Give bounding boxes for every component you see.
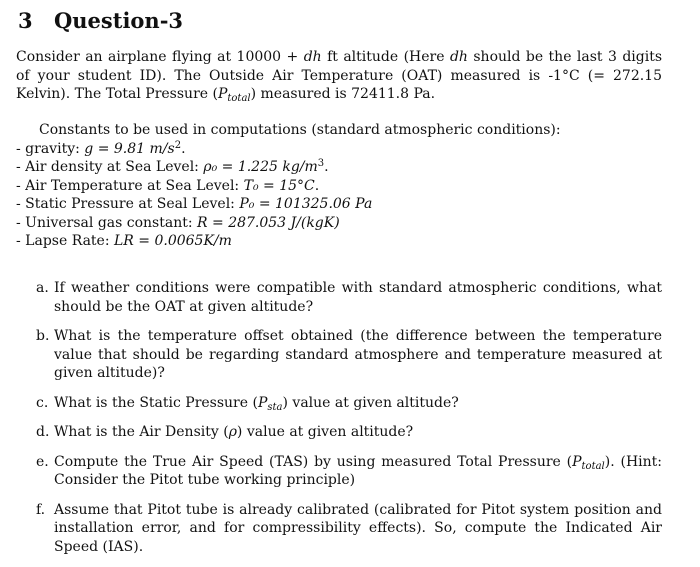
constant-exponent: 2	[174, 139, 182, 151]
question-letter: a.	[36, 280, 49, 296]
constant-expr: T₀ = 15°C	[243, 177, 315, 194]
constant-gravity	[16, 140, 662, 159]
dh-symbol-1: dh	[303, 49, 322, 65]
question-text	[54, 453, 662, 490]
constant-exponent: 3	[317, 158, 325, 169]
intro-text-4: ) measured is 72411.8 Pa.	[250, 86, 436, 102]
question-text-post: ). (Hint: Consider the Pitot tube working principle)	[54, 453, 662, 488]
section-heading	[18, 8, 183, 34]
question-text: If weather conditions were compatible with standard atmospheric conditions, what should be the OAT at given altitude?	[54, 280, 662, 315]
intro-text-3: should be the last 3 digits of your student ID). The Outside Air Temperature (OAT) measured is -1°C (= 272.15 Kelvin). The Total Pressure (	[16, 49, 663, 102]
constant-gas-constant	[16, 214, 662, 233]
constant-lapse-rate	[16, 232, 662, 251]
intro-text-2: ft altitude (Here	[321, 49, 450, 65]
constant-expr: P₀ = 101325.06 Pa	[239, 196, 373, 212]
constant-label: - Air Temperature at Sea Level:	[16, 177, 244, 194]
question-e	[36, 453, 662, 490]
question-symbol: ρ	[228, 424, 237, 440]
constant-tail: .	[181, 140, 186, 157]
constants-intro: Constants to be used in computations (standard atmospheric conditions):	[39, 122, 561, 138]
question-text-post: ) value at given altitude?	[282, 394, 459, 411]
question-subscript: total	[581, 460, 605, 472]
questions-list	[36, 279, 662, 567]
question-text: Assume that Pitot tube is already calibrated (calibrated for Pitot system position and installation error, and for compressibility effects). So, compute the Indicated Air Speed (IAS).	[54, 501, 662, 555]
question-symbol: P	[257, 394, 268, 411]
question-text-pre: What is the Static Pressure (	[54, 394, 258, 411]
constant-air-temperature	[16, 177, 662, 196]
question-f	[36, 501, 662, 557]
constant-air-density	[16, 158, 662, 177]
problem-statement	[16, 48, 662, 104]
constants-block	[16, 121, 662, 251]
constant-static-pressure	[16, 195, 662, 214]
constant-expr: LR = 0.0065K/m	[114, 233, 232, 249]
question-letter: d.	[36, 424, 50, 440]
question-letter: b.	[36, 328, 50, 344]
question-d	[36, 423, 662, 442]
intro-text-1: Consider an airplane flying at 10000 +	[16, 49, 304, 65]
constants-list	[16, 140, 662, 251]
question-c	[36, 394, 662, 413]
section-title: Question-3	[54, 8, 184, 33]
constant-label: - Static Pressure at Seal Level:	[16, 196, 240, 212]
question-b	[36, 327, 662, 383]
question-text-pre: Compute the True Air Speed (TAS) by using measured Total Pressure (	[54, 453, 573, 470]
question-text	[54, 423, 662, 442]
question-text-post: ) value at given altitude?	[236, 424, 414, 440]
constant-tail: .	[314, 177, 320, 194]
constant-expr: R = 287.053 J/(kgK)	[197, 214, 340, 231]
constant-expr: ρ₀ = 1.225 kg/m	[203, 159, 318, 175]
question-symbol: P	[572, 453, 582, 470]
question-text: What is the temperature offset obtained (the difference between the temperature value that should be regarding standard atmosphere and temperature measured at given altitude)?	[54, 328, 662, 381]
question-letter: e.	[36, 453, 49, 470]
question-text	[54, 394, 662, 413]
dh-symbol-2: dh	[449, 49, 468, 65]
constant-label: - Air density at Sea Level:	[16, 159, 204, 175]
question-subscript: sta	[267, 401, 283, 413]
p-total-symbol: P	[217, 86, 228, 102]
constant-expr: g = 9.81 m/s	[84, 140, 175, 157]
constant-label: - Lapse Rate:	[16, 233, 114, 249]
question-letter: c.	[36, 394, 49, 411]
question-text-pre: What is the Air Density (	[54, 424, 229, 440]
section-number: 3	[18, 8, 33, 33]
p-total-subscript: total	[227, 93, 251, 104]
question-letter: f.	[36, 501, 46, 518]
constant-label: - gravity:	[16, 140, 85, 157]
constant-label: - Universal gas constant:	[16, 214, 198, 231]
constant-tail: .	[324, 159, 329, 175]
question-a	[36, 279, 662, 316]
